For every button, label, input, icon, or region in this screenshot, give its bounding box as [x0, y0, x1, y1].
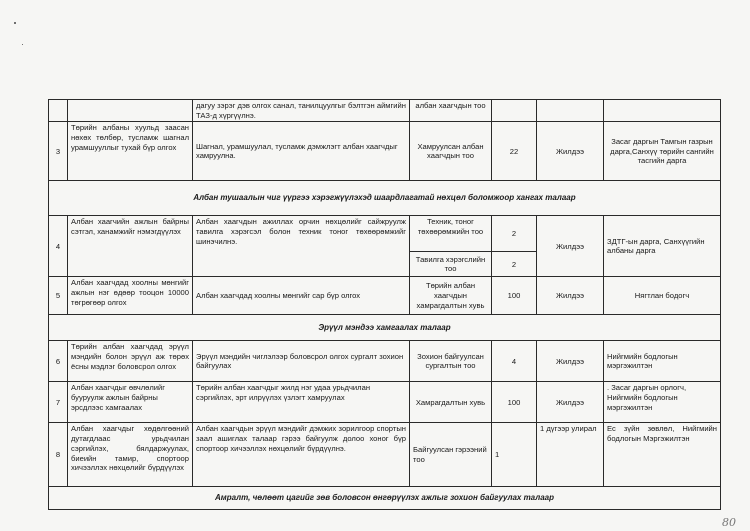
cell-indicator: албан хаагчдын тоо — [410, 100, 492, 122]
cell-deadline — [537, 100, 604, 122]
cell-measure: Төрийн албан хаагчдыг жилд нэг удаа урьдчилан сэргийлэх, эрт илрүүлэх үзлэгт хамруулах — [193, 382, 410, 423]
cell-responsible: Ес зүйн зөвлөл, Нийгмийн бодлогын Мэргэжилтэн — [604, 423, 721, 487]
scan-speck — [14, 22, 16, 24]
cell-no: 3 — [49, 122, 68, 181]
section-title: Амралт, чөлөөт цагийг зөв боловсон өнгөрүүлэх ажлыг зохион байгуулах талаар — [49, 487, 721, 510]
table-row — [49, 277, 721, 315]
cell-indicator: Техник, тоног төхөөрөмжийн тоо — [410, 216, 492, 252]
cell-target: 100 — [492, 277, 537, 315]
cell-deadline: Жилдээ — [537, 341, 604, 382]
cell-activity — [68, 100, 193, 122]
cell-indicator: Байгуулсан гэрээний тоо — [410, 423, 492, 487]
cell-responsible — [604, 100, 721, 122]
cell-indicator: Зохион байгуулсан сургалтын тоо — [410, 341, 492, 382]
section-row — [49, 181, 721, 216]
cell-activity: Албан хаагчдад хоолны мөнгийг ажлын нэг өдөөр тооцон 10000 төгрөгөөр олгох — [68, 277, 193, 315]
cell-target: 2 — [492, 252, 537, 277]
cell-responsible: Засаг даргын Тамгын газрын дарга,Санхүү төрийн сангийн тасгийн дарга — [604, 122, 721, 181]
cell-deadline: Жилдээ — [537, 277, 604, 315]
table-row — [49, 122, 721, 181]
cell-target: 22 — [492, 122, 537, 181]
table-row — [49, 423, 721, 487]
cell-measure: Шагнал, урамшуулал, тусламж дэмжлэгт албан хаагчдыг хамруулна. — [193, 122, 410, 181]
measures-table — [48, 99, 721, 510]
cell-target: 2 — [492, 216, 537, 252]
cell-no: 4 — [49, 216, 68, 277]
cell-no: 6 — [49, 341, 68, 382]
table-row — [49, 100, 721, 122]
section-title: Эрүүл мэндээ хамгаалах талаар — [49, 315, 721, 341]
cell-target: 100 — [492, 382, 537, 423]
cell-activity: Төрийн албаны хуульд заасан нөхөх төлбөр, тусламж шагнал урамшууллыг тухай бүр олгох — [68, 122, 193, 181]
cell-deadline: 1 дүгээр улирал — [537, 423, 604, 487]
cell-responsible: Нягтлан бодогч — [604, 277, 721, 315]
cell-measure: Албан хаагчдын эрүүл мэндийг дэмжих зорилгоор спортын заал ашиглах талаар гэрээ байгуулж долоо хоног бүр спортоор хичээллэх нөхцөлийг бүрдүүлнэ. — [193, 423, 410, 487]
cell-no — [49, 100, 68, 122]
cell-responsible: ЗДТГ-ын дарга, Санхүүгийн албаны дарга — [604, 216, 721, 277]
cell-indicator: Тавилга хэрэгслийн тоо — [410, 252, 492, 277]
section-title: Албан тушаалын чиг үүргээ хэрэгжүүлэхэд шаардлагатай нөхцөл боломжоор хангах талаар — [49, 181, 721, 216]
page-mark: 80 — [722, 516, 736, 529]
cell-activity: Албан хаагчдыг өвчлөлийг бууруулж ажлын байрны эрсдлээс хамгаалах — [68, 382, 193, 423]
cell-indicator: Хамруулсан албан хаагчдын тоо — [410, 122, 492, 181]
cell-measure: Эрүүл мэндийн чиглэлээр боловсрол олгох сургалт зохион байгуулах — [193, 341, 410, 382]
cell-indicator: Хамрагдалтын хувь — [410, 382, 492, 423]
cell-deadline: Жилдээ — [537, 382, 604, 423]
cell-no: 5 — [49, 277, 68, 315]
cell-indicator: Төрийн албан хаагчдын хамрагдалтын хувь — [410, 277, 492, 315]
cell-activity: Албан хаагчийн ажлын байрны сэтгэл, ханамжийг нэмэгдүүлэх — [68, 216, 193, 277]
cell-target: 1 — [492, 423, 537, 487]
cell-measure: Албан хаагчдад хоолны мөнгийг сар бүр олгох — [193, 277, 410, 315]
cell-measure: дагуу зэрэг дэв олгох санал, танилцуулгыг бэлтгэн аймгийн ТАЗ-д хүргүүлнэ. — [193, 100, 410, 122]
cell-target — [492, 100, 537, 122]
scan-speck — [22, 44, 23, 45]
table-row — [49, 341, 721, 382]
cell-responsible: . Засаг даргын орлогч, Нийгмийн бодлогын мэргэжилтэн — [604, 382, 721, 423]
cell-responsible: Нийгмийн бодлогын мэргэжилтэн — [604, 341, 721, 382]
cell-measure: Албан хаагчдын ажиллах орчин нөхцөлийг сайжруулж тавилга хэрэгсэл болон техник тоног төхөөрөмжийг шинэчилнэ. — [193, 216, 410, 277]
section-row — [49, 487, 721, 510]
cell-deadline: Жилдээ — [537, 122, 604, 181]
cell-deadline: Жилдээ — [537, 216, 604, 277]
cell-target: 4 — [492, 341, 537, 382]
cell-activity: Төрийн албан хаагчдад эрүүл мэндийн болон эрүүл аж төрөх ёсны мэдлэг боловсрол олгох — [68, 341, 193, 382]
table-row — [49, 216, 721, 252]
cell-activity: Албан хаагчдыг хөдөлгөөний дутагдлаас урьдчилан сэргийлэх, бялдаржуулах, биеийн тамир, спортоор хичээллэх нөхцөлийг бүрдүүлэх — [68, 423, 193, 487]
cell-no: 8 — [49, 423, 68, 487]
table-row — [49, 382, 721, 423]
cell-no: 7 — [49, 382, 68, 423]
section-row — [49, 315, 721, 341]
